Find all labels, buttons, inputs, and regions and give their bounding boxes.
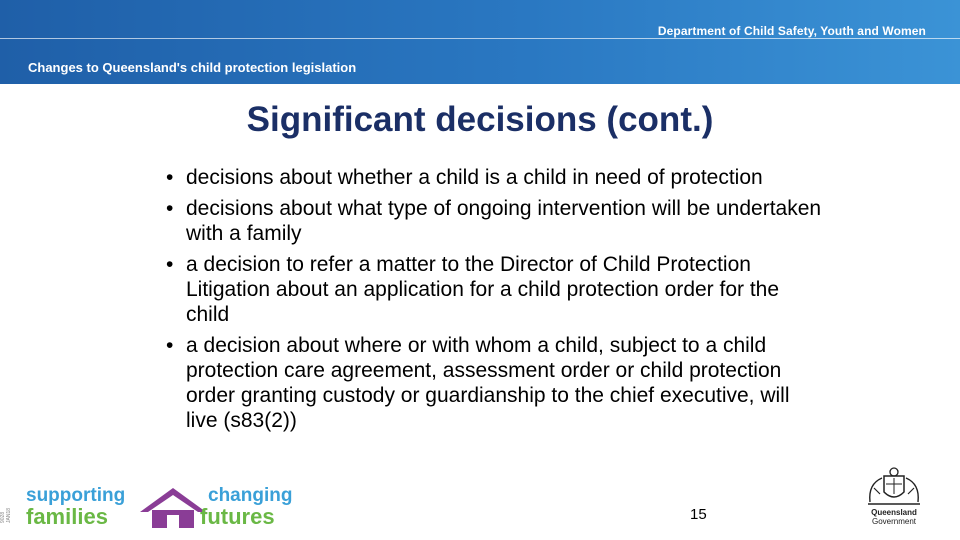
house-icon bbox=[138, 486, 208, 530]
bullet-text: a decision about where or with whom a child, subject to a child protection care agreement, assessment order or child protection order granting custody or guardianship to the chief executive, will live (s83(2)) bbox=[186, 334, 790, 432]
queensland-government-logo bbox=[862, 466, 926, 528]
bullet-item bbox=[162, 333, 822, 433]
supporting-families-logo bbox=[26, 484, 301, 530]
department-name: Department of Child Safety, Youth and Women bbox=[657, 24, 926, 38]
presentation-subtitle: Changes to Queensland's child protection legislation bbox=[28, 60, 357, 75]
bullet-icon: • bbox=[166, 197, 174, 220]
bullet-item bbox=[162, 165, 822, 190]
bullet-icon: • bbox=[166, 253, 174, 276]
header-banner bbox=[0, 0, 960, 84]
logo-word-families: families bbox=[26, 504, 108, 529]
bullet-item bbox=[162, 196, 822, 246]
logo-word-supporting: supporting bbox=[26, 485, 126, 506]
document-code: 9028 JAN18 bbox=[0, 507, 12, 523]
page-number: 15 bbox=[690, 506, 707, 523]
bullet-icon: • bbox=[166, 334, 174, 357]
logo-text-government: Government bbox=[871, 517, 917, 526]
bullet-text: a decision to refer a matter to the Director of Child Protection Litigation about an application for a child protection order for the child bbox=[186, 253, 780, 326]
bullet-item bbox=[162, 252, 822, 327]
logo-word-futures: futures bbox=[200, 504, 275, 529]
bullet-text: decisions about what type of ongoing intervention will be undertaken with a family bbox=[186, 197, 822, 245]
header-divider bbox=[0, 38, 960, 39]
coat-of-arms-icon bbox=[862, 466, 926, 508]
bullet-text: decisions about whether a child is a child in need of protection bbox=[186, 166, 763, 189]
logo-word-changing: changing bbox=[208, 485, 293, 506]
bullet-list bbox=[162, 165, 822, 439]
slide-title: Significant decisions (cont.) bbox=[246, 100, 714, 139]
bullet-icon: • bbox=[166, 166, 174, 189]
logo-text-queensland: Queensland bbox=[871, 508, 917, 517]
